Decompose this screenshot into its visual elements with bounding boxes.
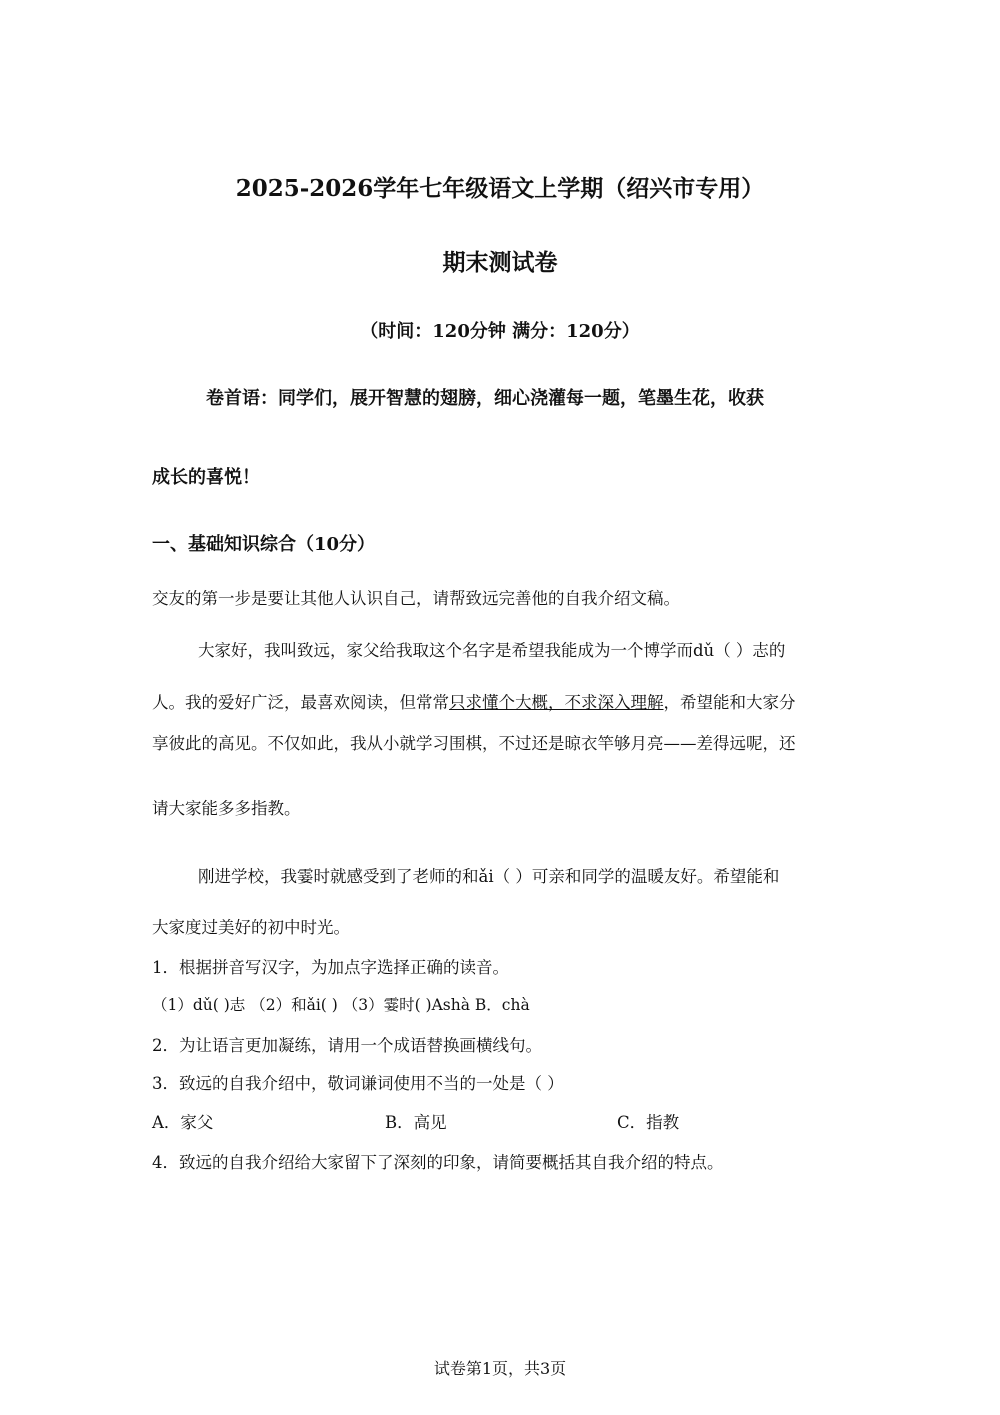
option-c: C．指教: [617, 1113, 680, 1132]
paragraph-1-line-2: [152, 689, 796, 713]
paragraph-1-line-4: 请大家能多多指教。: [152, 799, 301, 818]
preface-line-1: 卷首语：同学们，展开智慧的翅膀，细心浇灌每一题，笔墨生花，收获: [206, 388, 764, 409]
question-3: 3．致远的自我介绍中，敬词谦词使用不当的一处是（ ）: [152, 1074, 564, 1093]
p1-line2-after: ，希望能和大家分: [663, 693, 796, 712]
preface-line-2: 成长的喜悦！: [152, 467, 260, 488]
question-2: 2．为让语言更加凝练，请用一个成语替换画横线句。: [152, 1036, 542, 1055]
page-footer: 试卷第1页，共3页: [433, 1359, 567, 1378]
exam-title: 2025-2026学年七年级语文上学期（绍兴市专用）: [235, 175, 765, 202]
paragraph-2-line-2: 大家度过美好的初中时光。: [152, 918, 350, 937]
exam-subtitle: 期末测试卷: [442, 249, 558, 276]
paragraph-2-line-1: 刚进学校，我霎时就感受到了老师的和ǎi（ ）可亲和同学的温暖友好。希望能和: [198, 867, 780, 886]
p1-line2-before: 人。我的爱好广泛，最喜欢阅读，但常常: [152, 693, 449, 712]
underlined-sentence: 只求懂个大概，不求深入理解: [449, 693, 664, 712]
option-b: B．高见: [385, 1113, 447, 1132]
question-1: 1．根据拼音写汉字，为加点字选择正确的读音。: [152, 958, 509, 977]
section-heading: 一、基础知识综合（10分）: [152, 534, 376, 555]
time-info: （时间：120分钟 满分：120分）: [360, 321, 640, 342]
question-4: 4．致远的自我介绍给大家留下了深刻的印象，请简要概括其自我介绍的特点。: [152, 1153, 724, 1172]
section-intro: 交友的第一步是要让其他人认识自己，请帮致远完善他的自我介绍文稿。: [152, 589, 680, 608]
option-a: A．家父: [152, 1113, 214, 1132]
paragraph-1-line-3: 享彼此的高见。不仅如此，我从小就学习围棋，不过还是晾衣竿够月亮——差得远呢，还: [152, 734, 796, 753]
paragraph-1-line-1: 大家好，我叫致远，家父给我取这个名字是希望我能成为一个博学而dǔ（ ）志的: [198, 641, 786, 660]
question-1-items: （1）dǔ( )志 （2）和ǎi( ) （3）霎时( )Ashà B．chà: [152, 996, 530, 1014]
